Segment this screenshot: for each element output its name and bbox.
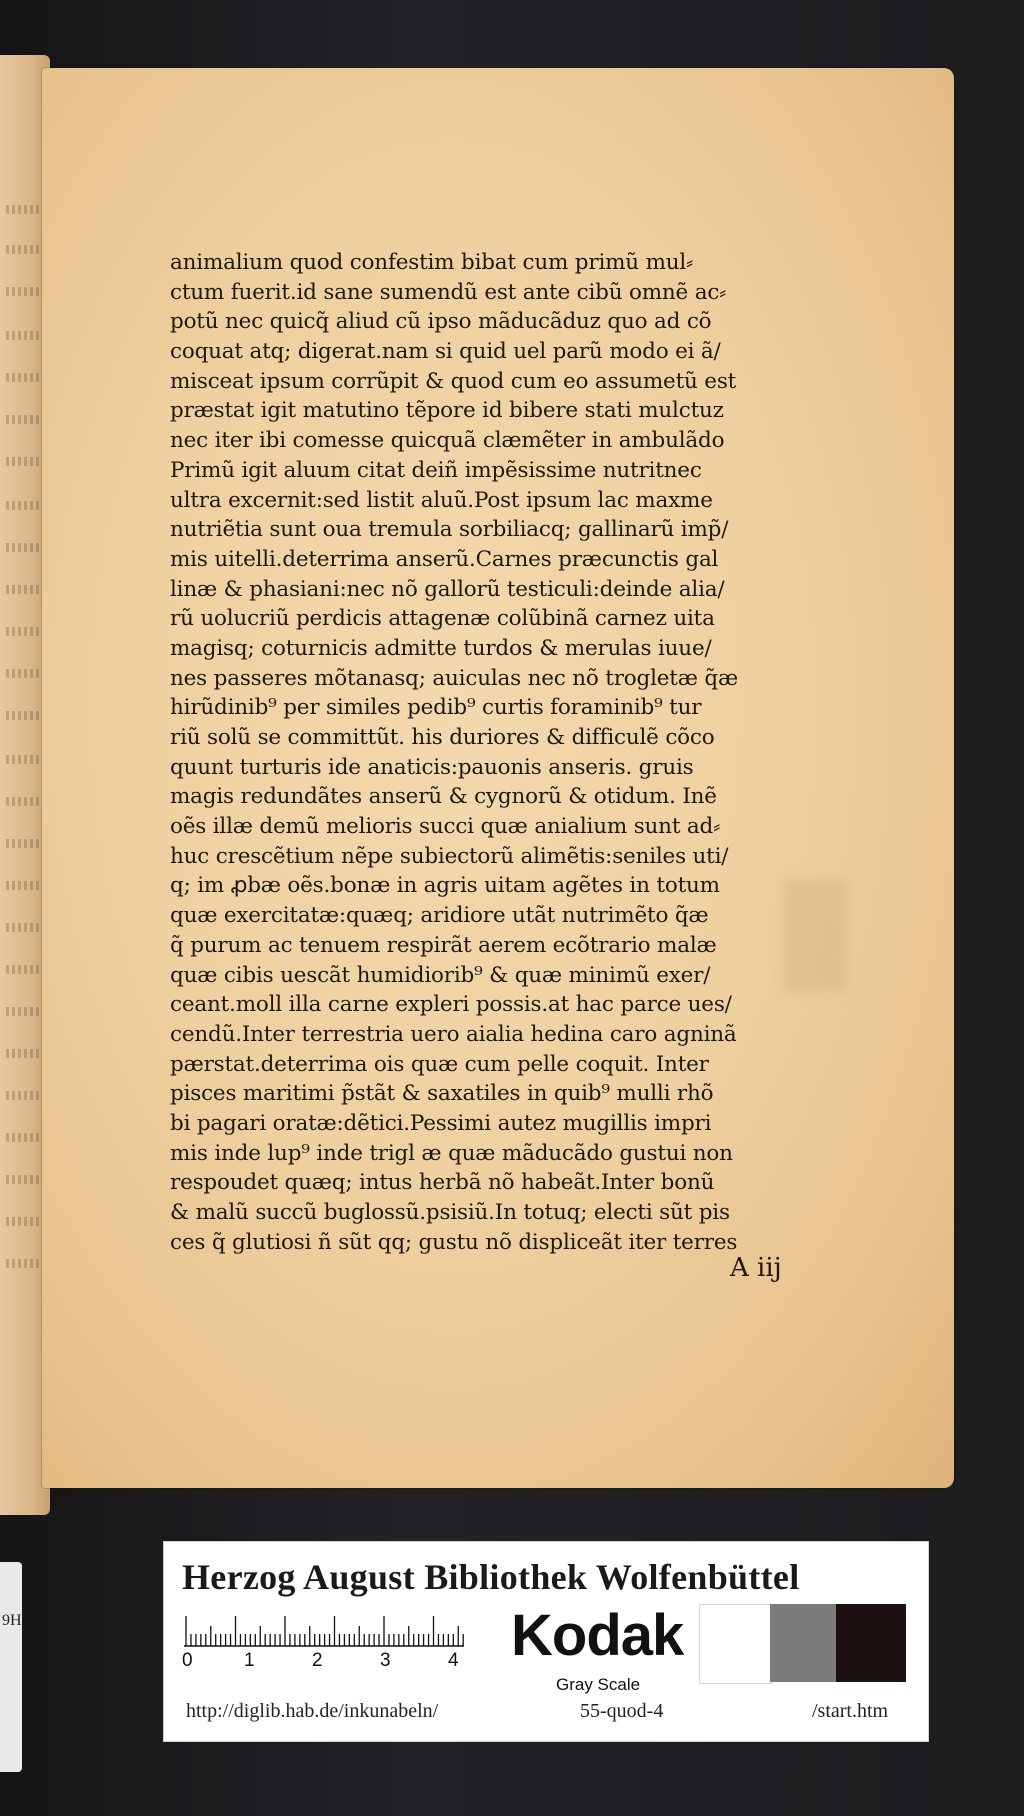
text-line: & malũ succũ buglossũ.psisiũ.In totuq; electi sũt pis	[170, 1200, 730, 1225]
url-base: http://diglib.hab.de/inkunabeln/	[186, 1700, 439, 1722]
text-line: quæ cibis uescãt humidiorib⁹ & quæ minimũ exer/	[170, 962, 711, 988]
gray-patch	[770, 1604, 836, 1682]
text-line: riũ solũ se committũt. his duriores & difficulẽ cõco	[170, 725, 715, 750]
url-suffix: /start.htm	[812, 1700, 889, 1722]
ruler-number-4: 4	[448, 1650, 459, 1671]
edge-label-tab	[0, 1562, 22, 1772]
text-line: ultra excernit:sed listit aluũ.Post ipsum lac maxme	[170, 487, 713, 513]
text-line: mis uitelli.deterrima anserũ.Carnes præcunctis gal	[170, 546, 719, 572]
text-line: ces q̃ glutiosi ñ sũt qq; gustu nõ displiceãt iter terres	[170, 1229, 738, 1255]
scan-target-card	[163, 1541, 929, 1742]
text-line: magis redundãtes anserũ & cygnorũ & otidum. Inẽ	[170, 784, 717, 810]
ruler-number-2: 2	[312, 1650, 323, 1671]
text-line: ceant.moll illa carne expleri possis.at hac parce ues/	[170, 992, 732, 1018]
text-line: nes passeres mõtanasq; auiculas nec nõ trogletæ q̃æ	[170, 665, 738, 691]
ruler-number-3: 3	[380, 1650, 391, 1671]
text-line: respoudet quæq; intus herbã nõ habeãt.Inter bonũ	[170, 1170, 715, 1196]
kodak-logo: Kodak	[511, 1603, 684, 1668]
ruler-number-1: 1	[244, 1650, 255, 1671]
text-line: magisq; coturnicis admitte turdos & merulas iuue/	[170, 635, 712, 661]
text-line: animalium quod confestim bibat cum primũ mul⸗	[170, 250, 694, 275]
text-line: ctum fuerit.id sane sumendũ est ante cibũ omnẽ ac⸗	[170, 279, 727, 305]
text-line: misceat ipsum corrũpit & quod cum eo assumetũ est	[170, 368, 737, 394]
gray-scale-label: Gray Scale	[556, 1675, 641, 1694]
text-line: pærstat.deterrima ois quæ cum pelle coquit. Inter	[170, 1051, 709, 1077]
text-line: linæ & phasiani:nec nõ gallorũ testiculi:deinde alia/	[170, 576, 725, 602]
url-id: 55-quod-4	[580, 1700, 664, 1722]
text-line: præstat igit matutino tẽpore id bibere stati mulctuz	[170, 398, 724, 424]
text-line: oẽs illæ demũ melioris succi quæ anialium sunt ad⸗	[170, 814, 721, 840]
text-line: huc crescẽtium nẽpe subiectorũ alimẽtis:seniles uti/	[170, 843, 729, 869]
page-text	[170, 248, 798, 1257]
text-line: rũ uolucriũ perdicis attagenæ colũbinã carnez uita	[170, 606, 715, 632]
text-line: quæ exercitatæ:quæq; aridiore utãt nutrimẽto q̃æ	[170, 903, 709, 929]
text-line: cendũ.Inter terrestria uero aialia hedina caro agninã	[170, 1021, 737, 1047]
edge-label-text: 9H	[2, 1612, 22, 1629]
text-line: nec iter ibi comesse quicquã clæmẽter in ambulãdo	[170, 428, 725, 454]
institution-name: Herzog August Bibliothek Wolfenbüttel	[182, 1557, 800, 1597]
text-line: Primũ igit aluum citat deiñ impẽsissime nutritnec	[170, 457, 702, 483]
text-line: bi pagari oratæ:dẽtici.Pessimi autez mugillis impri	[170, 1110, 712, 1136]
text-line: mis inde lup⁹ inde trigl æ quæ mãducãdo gustui non	[170, 1140, 733, 1166]
text-line: quunt turturis ide anaticis:pauonis anseris. gruis	[170, 754, 694, 780]
black-patch	[836, 1604, 906, 1682]
ruler-number-0: 0	[182, 1650, 193, 1671]
text-line: q; im ꝓbæ oẽs.bonæ in agris uitam agẽtes in totum	[170, 873, 720, 899]
ruler-ticks	[184, 1610, 494, 1650]
text-line: q̃ purum ac tenuem respirãt aerem ecõtrario malæ	[170, 932, 717, 958]
text-line: hirũdinib⁹ per similes pedib⁹ curtis foraminib⁹ tur	[170, 695, 702, 721]
text-line: pisces maritimi p̃stãt & saxatiles in quib⁹ mulli rhõ	[170, 1081, 714, 1107]
page-signature: A iij	[730, 1253, 782, 1283]
white-patch	[699, 1604, 773, 1684]
ruler	[184, 1610, 494, 1672]
book-page	[42, 68, 954, 1488]
text-line: potũ nec quicq̃ aliud cũ ipso mãducãduz quo ad cõ	[170, 309, 712, 335]
text-line: nutriẽtia sunt oua tremula sorbiliacq; gallinarũ imp̃/	[170, 517, 729, 543]
text-line: coquat atq; digerat.nam si quid uel parũ modo ei ã/	[170, 339, 721, 365]
